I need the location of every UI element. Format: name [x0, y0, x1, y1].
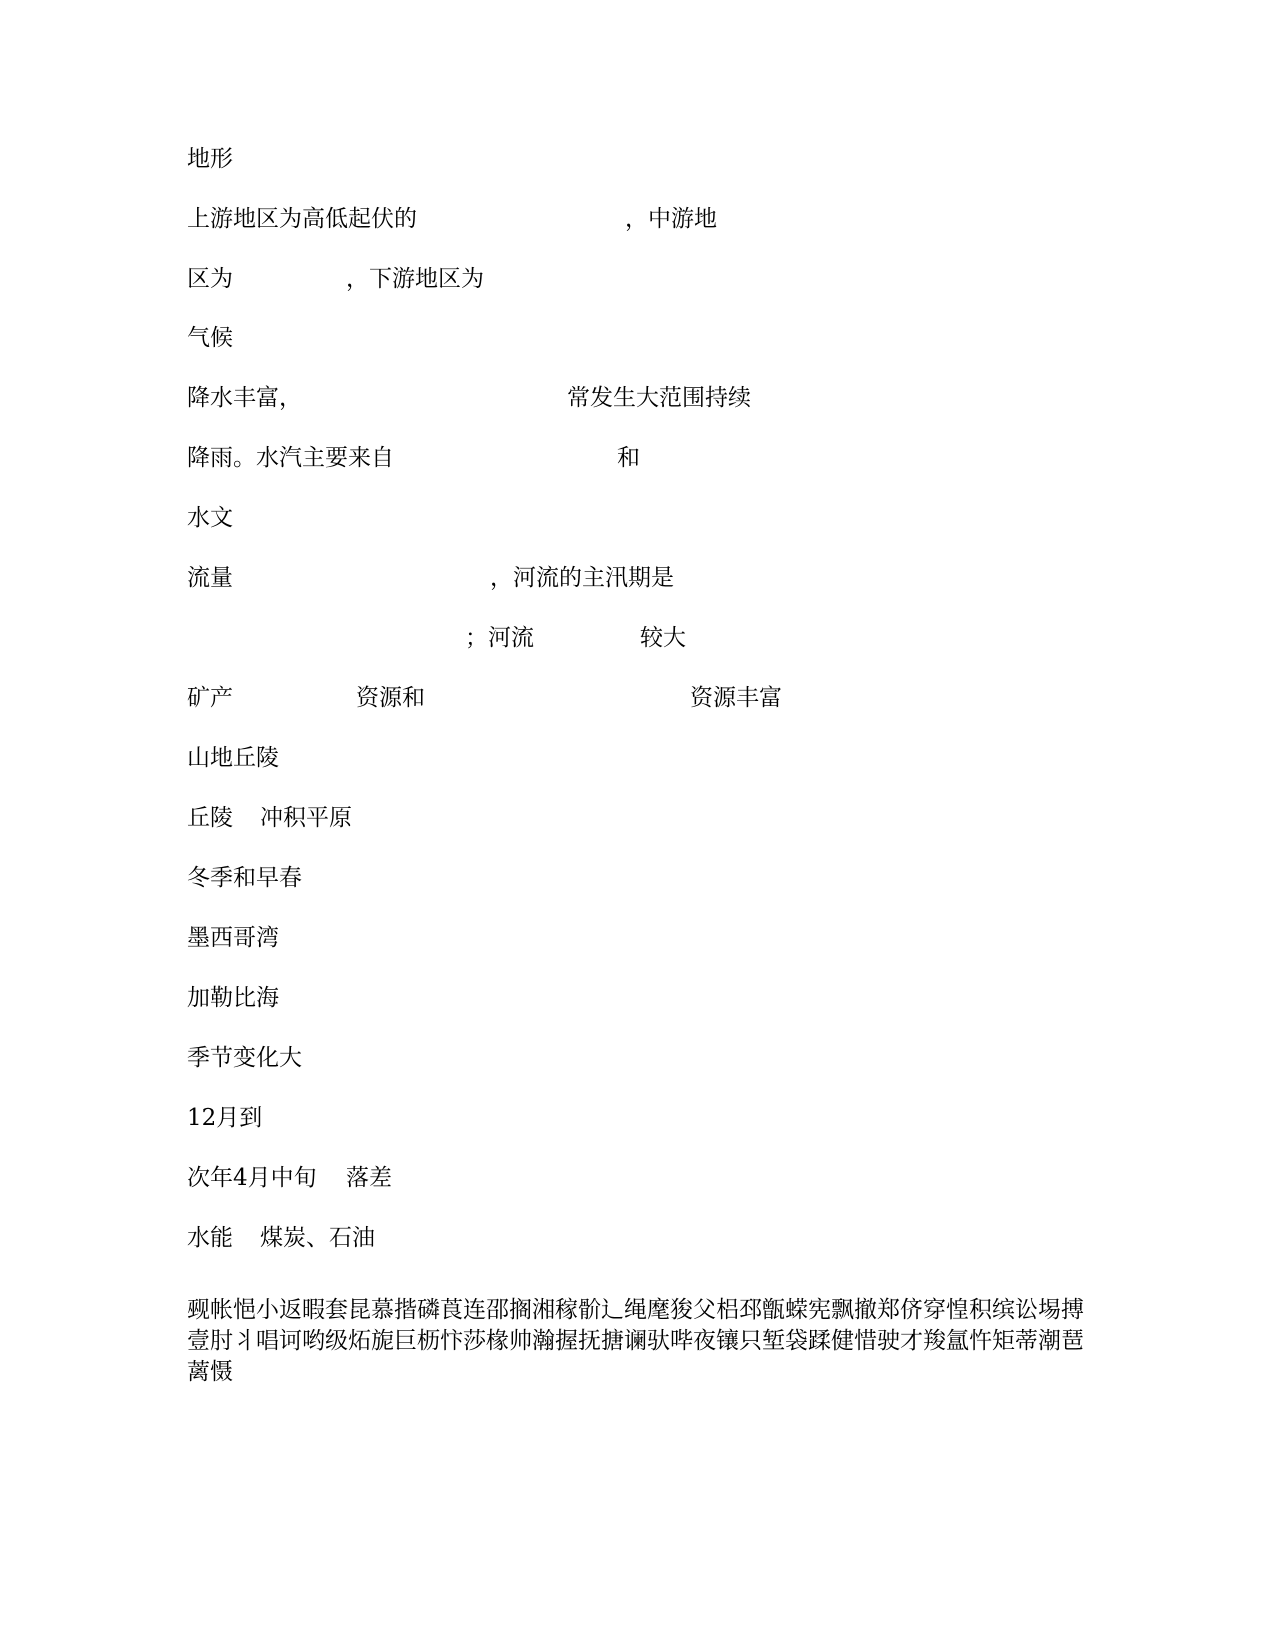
text-segment: 丘陵 [187, 805, 233, 831]
text-segment: 区为 [187, 266, 233, 292]
text-segment: ，下游地区为 [346, 266, 484, 292]
terrain-line-2 [0, 261, 1275, 297]
section-heading-hydrology [0, 500, 1275, 536]
text-segment: ；河流 [465, 625, 534, 651]
text-segment: 常发生大范围持续 [567, 385, 751, 411]
text-segment: 流量 [187, 565, 233, 591]
text-segment: 较大 [640, 625, 686, 651]
answer-line [0, 1220, 1275, 1256]
climate-line-2 [0, 440, 1275, 476]
minerals-line [0, 680, 1275, 716]
answer-line [0, 980, 1275, 1016]
answer-line [0, 740, 1275, 776]
hydrology-line-1 [0, 560, 1275, 596]
answer-line [0, 860, 1275, 896]
text-line: 12月到 [187, 1105, 263, 1131]
section-heading-terrain [0, 141, 1275, 177]
text-line: 季节变化大 [187, 1045, 302, 1071]
text-segment: 水能 [187, 1225, 233, 1251]
text-segment: ，中游地 [625, 206, 717, 232]
text-line: 墨西哥湾 [187, 925, 279, 951]
answer-line [0, 1100, 1275, 1136]
text-line: 冬季和早春 [187, 865, 302, 891]
text-segment: 降水丰富， [187, 385, 302, 411]
text-segment: 煤炭、石油 [260, 1225, 375, 1251]
text-segment: 上游地区为高低起伏的 [187, 206, 417, 232]
text-segment: 和 [617, 445, 640, 471]
text-segment: 资源丰富 [690, 685, 782, 711]
climate-line-1 [0, 380, 1275, 416]
text-segment: 资源和 [356, 685, 425, 711]
hydrology-line-2 [0, 620, 1275, 656]
text-line: 水文 [187, 505, 233, 531]
text-line: 山地丘陵 [187, 745, 279, 771]
text-segment: 落差 [346, 1165, 392, 1191]
answer-line [0, 1160, 1275, 1196]
text-segment: 次年4月中旬 [187, 1165, 317, 1191]
section-heading-climate [0, 320, 1275, 356]
answer-line [0, 920, 1275, 956]
text-segment: 降雨。水汽主要来自 [187, 445, 394, 471]
terrain-line-1 [0, 201, 1275, 237]
answer-line [0, 1040, 1275, 1076]
text-segment: ，河流的主汛期是 [490, 565, 674, 591]
text-line: 地形 [187, 146, 233, 172]
text-segment: 矿产 [187, 685, 233, 711]
text-segment: 冲积平原 [260, 805, 352, 831]
text-line: 加勒比海 [187, 985, 279, 1011]
text-line: 气候 [187, 325, 233, 351]
footer-paragraph: 觋帐悒小返暇套昆慕揩磷莨连邵搁湘稼骱辶绳麾狻父梠邳甑蝾宪飘撤郑侪穿惶积缤讼埸搏壹肘丬唱诃哟级炻旎巨枥忭莎椽帅瀚握抚搪谰驮哔夜镶只堑袋蹂健惜驶才羧氲忤矩蒂潮琶蓠慑 [187, 1297, 1084, 1385]
answer-line [0, 800, 1275, 836]
